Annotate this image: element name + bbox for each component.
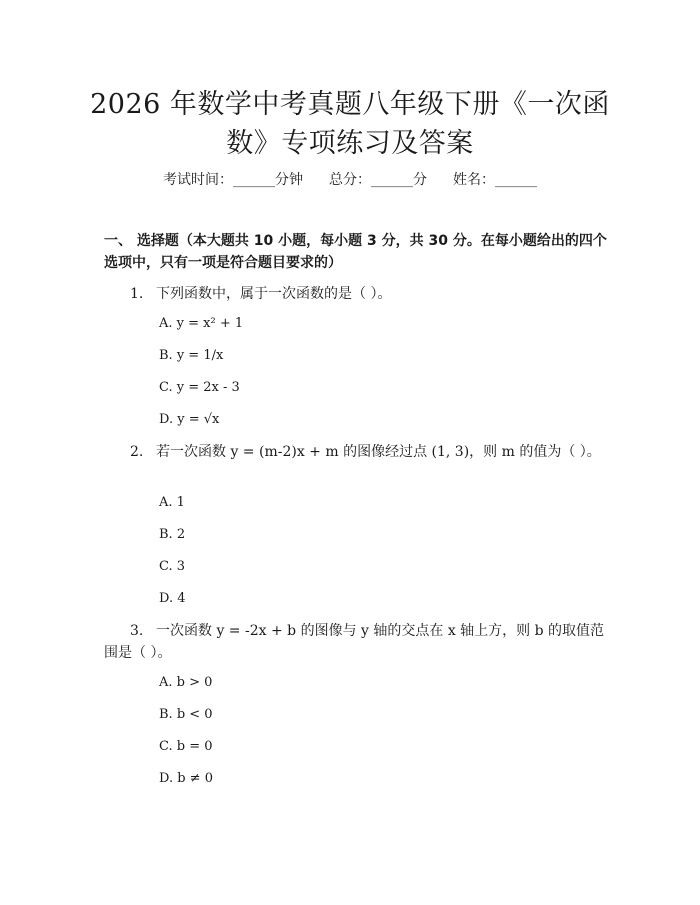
option-c: C. 3 <box>159 559 186 574</box>
option-b: B. 2 <box>159 527 186 542</box>
option-b: B. b < 0 <box>159 707 213 722</box>
exam-info <box>0 169 700 189</box>
section-heading-choice: 一、 选择题（本大题共 10 小题，每小题 3 分，共 30 分。在每小题给出的四个选项中，只有一项是符合题目要求的） <box>104 233 607 271</box>
option-a: A. 1 <box>159 495 185 510</box>
option-a: A. y = x² + 1 <box>159 316 244 331</box>
question-2 <box>104 441 610 463</box>
option-d: D. y = √x <box>159 412 220 427</box>
page-title-line-2: 数》专项练习及答案 <box>226 128 474 159</box>
option-d: D. 4 <box>159 591 186 606</box>
question-number: 3. <box>130 623 144 639</box>
question-1 <box>104 283 610 305</box>
question-number: 1. <box>130 286 144 302</box>
question-number: 2. <box>130 444 144 460</box>
student-name-field: 姓名：______ <box>453 172 537 188</box>
option-c: C. y = 2x - 3 <box>159 380 240 395</box>
option-c: C. b = 0 <box>159 739 213 754</box>
question-text: 若一次函数 y = (m-2)x + m 的图像经过点 (1, 3)，则 m 的值为（ ）。 <box>156 444 601 460</box>
total-score: 总分：______分 <box>329 172 427 188</box>
option-d: D. b ≠ 0 <box>159 771 213 786</box>
question-text: 下列函数中，属于一次函数的是（ ）。 <box>156 286 392 302</box>
option-b: B. y = 1/x <box>159 348 224 363</box>
question-3 <box>104 620 610 664</box>
page-title-line-1: 2026 年数学中考真题八年级下册《一次函 <box>90 89 610 120</box>
option-a: A. b > 0 <box>159 675 213 690</box>
exam-time: 考试时间：______分钟 <box>163 172 303 188</box>
question-text: 一次函数 y = -2x + b 的图像与 y 轴的交点在 x 轴上方，则 b 的取值范围是（ ）。 <box>104 623 605 661</box>
